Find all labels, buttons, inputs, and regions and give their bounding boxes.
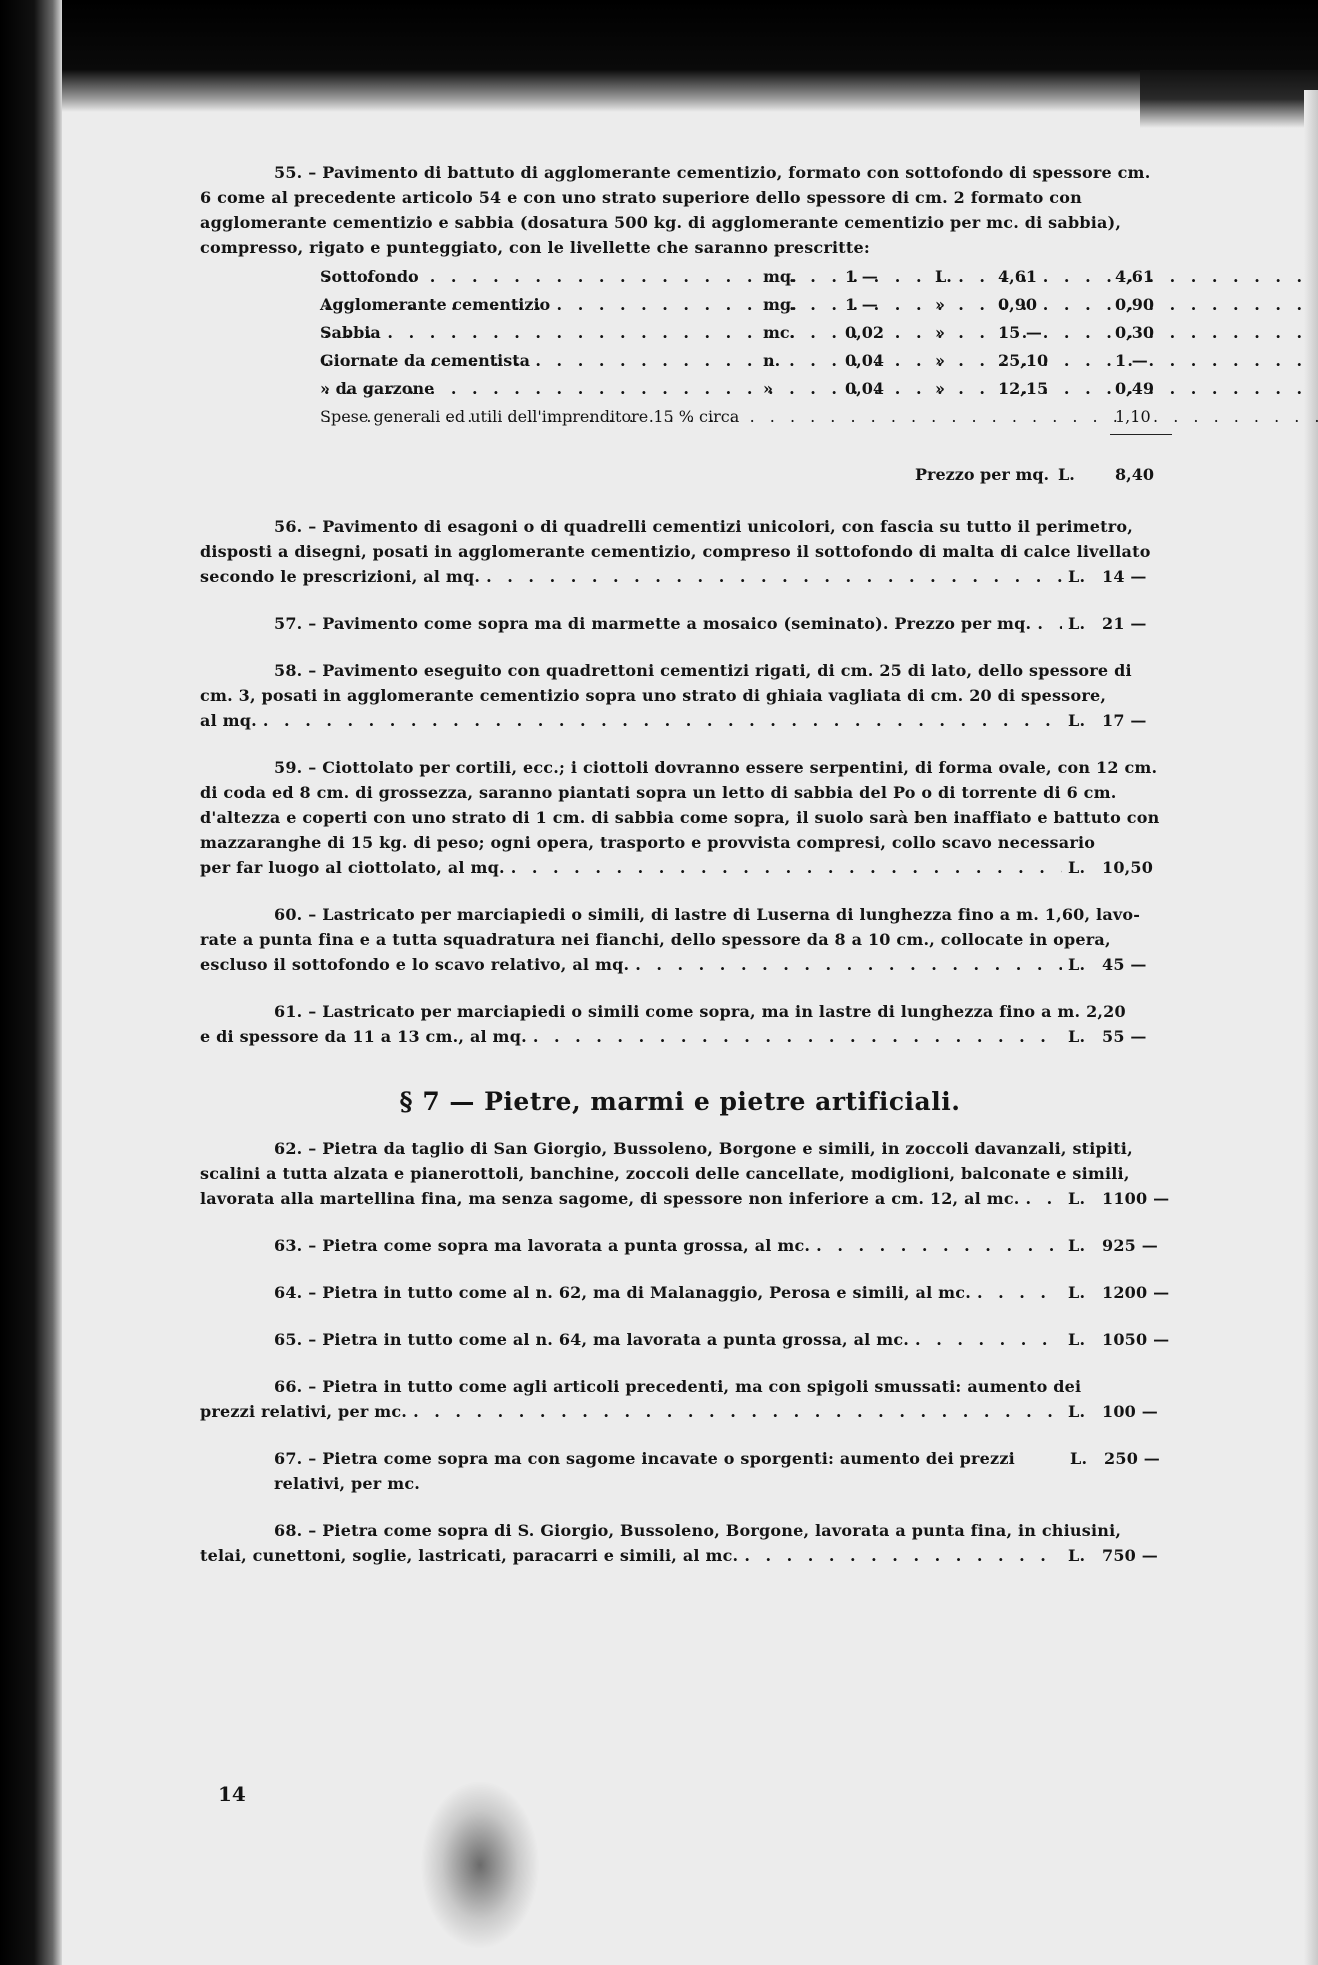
breakdown-cur: » — [935, 379, 945, 398]
entry-line: d'altezza e coperti con uno strato di 1 cm. di sabbia come sopra, il suolo sarà ben inaffiato e battuto — [200, 808, 1121, 827]
breakdown-rate: 12,15 — [998, 379, 1049, 398]
price-value: 1100 — — [1102, 1189, 1170, 1208]
price-value: 45 — — [1102, 955, 1147, 974]
entry-last-line — [200, 952, 1160, 977]
entry-line: Pietra in tutto come al n. 64, ma lavorata a punta grossa, al mc. — [322, 1330, 910, 1349]
entry-60 — [200, 902, 1160, 977]
breakdown-unit: mq. — [763, 267, 797, 286]
entry-line-wrap: 63. – Pietra come sopra ma lavorata a punta grossa, al mc. — [274, 1236, 811, 1255]
entry-line: di cm. 3, posati in agglomerante cementizio sopra uno strato di ghiaia vagliata di cm. 20 di spessore, — [200, 661, 1132, 705]
entry-text — [200, 1374, 1160, 1424]
price-value: 21 — — [1102, 614, 1147, 633]
entry-text — [200, 1280, 1170, 1305]
breakdown-amount: 1 — — [1115, 351, 1148, 370]
breakdown-label: Sottofondo — [320, 267, 419, 286]
leader-dots — [324, 376, 1318, 401]
entry-last-line — [200, 564, 1160, 589]
leader-dots — [511, 855, 1062, 880]
entry-first-line: 56. – Pavimento di esagoni o di quadrelli cementizi unicolori, con fascia su tutto il perimetro, disposti a disegni, posati in agglomerante cementizio, compreso il sottofondo di malta di calce livellato — [200, 517, 1151, 561]
price-value: 925 — — [1102, 1236, 1158, 1255]
price-currency: L. — [1070, 1449, 1088, 1468]
entry-text — [200, 999, 1160, 1049]
price — [1068, 564, 1160, 589]
breakdown-qty: 0,04 — [845, 379, 884, 398]
leader-dots — [486, 564, 1062, 589]
entry-55-text: 55. – Pavimento di battuto di agglomerante cementizio, formato con sottofondo di spessore cm. 6 come al precedente articolo 54 e con uno strato superiore dello spessore di cm. 2 formato con agglomerante cementizio e sabbia (dosatura 500 kg. di agglomerante cementizio per mc. di sabbia), compresso, rigato e punteggiato, con le livellette che saranno prescritte: — [200, 163, 1151, 257]
breakdown-unit: mc. — [763, 323, 796, 342]
entry-single-line — [200, 1327, 1170, 1352]
entry-61 — [200, 999, 1160, 1049]
price-value: 250 — — [1104, 1449, 1160, 1468]
breakdown-cur: » — [935, 351, 945, 370]
entry-line-wrap: 67. – Pietra come sopra ma con sagome incavate o sporgenti: aumento dei prezzi relativi, per mc. — [274, 1449, 1015, 1493]
page-number: 14 — [218, 1782, 246, 1806]
leader-dots — [413, 1399, 1062, 1424]
price-currency: L. — [1068, 858, 1086, 877]
breakdown-qty: 0,04 — [845, 351, 884, 370]
entry-line: con mazzaranghe di 15 kg. di peso; ogni opera, trasporto e provvista compresi, collo scavo necessario — [200, 808, 1160, 852]
entry-text — [200, 755, 1160, 880]
leader-dots — [977, 1280, 1062, 1305]
overhead-amount: 1,10 — [1115, 407, 1151, 426]
breakdown-unit: » — [763, 379, 773, 398]
price — [1068, 855, 1160, 880]
entry-first-line: 58. – Pavimento eseguito con quadrettoni cementizi rigati, di cm. 25 di lato, dello spessore di cm. 3, posati in agglomerante cementizio sopra uno strato di ghiaia vagliata di cm. 20 di spessore, — [200, 661, 1132, 705]
entry-number: 63. — [274, 1236, 303, 1255]
entry-single-line — [200, 611, 1160, 636]
entry-55 — [200, 160, 1160, 492]
entry-number: 58. — [274, 661, 303, 680]
entry-number: 67. — [274, 1449, 303, 1468]
breakdown-cur: L. — [935, 267, 952, 286]
entry-line: le livellette che saranno prescritte: — [547, 238, 870, 257]
entry-63 — [200, 1233, 1160, 1258]
entry-number: 64. — [274, 1283, 303, 1302]
entry-line: di coda ed 8 cm. di grossezza, saranno piantati sopra un letto di sabbia del Po o di torrente di 6 cm. — [200, 783, 1117, 802]
price — [1068, 1543, 1160, 1568]
entry-number: 55. — [274, 163, 303, 182]
price-value: 750 — — [1102, 1546, 1158, 1565]
entry-line: disposti a disegni, posati in agglomerante cementizio, compreso il sottofondo di malta di calce livellato — [200, 542, 1151, 561]
breakdown-cur: » — [935, 323, 945, 342]
entry-line-wrap: 57. – Pavimento come sopra ma di marmette a mosaico (seminato). Prezzo per mq. — [274, 614, 1032, 633]
price — [1070, 1446, 1160, 1471]
leader-dots — [816, 1233, 1062, 1258]
entry-line: Pietra come sopra ma con sagome incavate o sporgenti: aumento dei prezzi relativi, per mc. — [274, 1449, 1015, 1493]
entry-last-line — [200, 1399, 1160, 1424]
breakdown-row — [200, 348, 1160, 376]
entry-text — [200, 1327, 1170, 1352]
price — [1068, 952, 1160, 977]
section-title: § 7 — Pietre, marmi e pietre artificiali. — [399, 1087, 961, 1116]
entry-line: Pavimento di esagoni o di quadrelli cementizi unicolori, con fascia su tutto il perimetro, — [322, 517, 1133, 536]
breakdown-qty: 1 — — [845, 267, 878, 286]
entry-67 — [200, 1446, 1160, 1496]
breakdown-row — [200, 292, 1160, 320]
entry-text — [200, 902, 1160, 977]
entry-number: 56. — [274, 517, 303, 536]
breakdown-qty: 0,02 — [845, 323, 884, 342]
leader-dots — [915, 1327, 1062, 1352]
leader-dots — [324, 348, 1318, 373]
entry-last-line — [200, 1186, 1170, 1211]
price — [1068, 1399, 1160, 1424]
entry-line: Pavimento eseguito con quadrettoni cementizi rigati, di cm. 25 di lato, dello spessore — [322, 661, 1109, 680]
price-value: 17 — — [1102, 711, 1147, 730]
total-label: Prezzo per mq. — [915, 465, 1050, 484]
price — [1068, 1327, 1170, 1352]
price — [1068, 1024, 1160, 1049]
price-value: 14 — — [1102, 567, 1147, 586]
entry-first-line: 59. – Ciottolato per cortili, ecc.; i ciottoli dovranno essere serpentini, di forma ovale, con 12 cm. di coda ed 8 cm. di grossezza, saranno piantati sopra un letto di sabbia del Po o di torrente di 6 cm. d'altezza e coperti con uno strato di 1 cm. di sabbia come sopra, il suolo sarà ben inaffiato e battuto con mazzaranghe di 15 kg. di peso; ogni opera, trasporto e provvista compresi, collo scavo necessario — [200, 758, 1160, 852]
entry-line: Pietra in tutto come al n. 62, ma di Malanaggio, Perosa e simili, al mc. — [322, 1283, 971, 1302]
price-value: 1050 — — [1102, 1330, 1170, 1349]
price-currency: L. — [1068, 1330, 1086, 1349]
breakdown-unit: n. — [763, 351, 781, 370]
entry-single-line — [200, 1446, 1160, 1496]
cost-breakdown-table — [200, 264, 1160, 404]
breakdown-amount: 4,61 — [1115, 267, 1154, 286]
breakdown-row — [200, 320, 1160, 348]
entry-64 — [200, 1280, 1170, 1305]
entries-group-pavimenti — [200, 514, 1160, 1049]
entry-59 — [200, 755, 1160, 880]
price-currency: L. — [1068, 711, 1086, 730]
leader-dots — [263, 708, 1062, 733]
breakdown-cur: » — [935, 295, 945, 314]
entry-line: secondo le prescrizioni, al mq. — [200, 567, 481, 586]
overhead-label: Spese generali ed utili dell'imprenditore 15 % circa — [320, 407, 740, 426]
leader-dots — [1037, 611, 1062, 636]
entry-single-line — [200, 1233, 1160, 1258]
entry-line: Pietra in tutto come agli articoli precedenti, ma con spigoli smussati: aumento dei — [322, 1377, 1082, 1396]
entry-number: 68. — [274, 1521, 303, 1540]
breakdown-label: Giornate da cementista — [320, 351, 531, 370]
entry-number: 61. — [274, 1002, 303, 1021]
total-currency: L. — [1058, 465, 1075, 484]
breakdown-amount: 0,90 — [1115, 295, 1154, 314]
entry-line: lavorata alla martellina fina, ma senza sagome, di spessore non inferiore a cm. 12, al mc. — [200, 1189, 1020, 1208]
entry-line: Lastricato per marciapiedi o simili, di lastre di Luserna di lunghezza fino a m. 1,60, lavo- — [322, 905, 1141, 924]
leader-dots — [635, 952, 1062, 977]
leader-dots — [326, 404, 1318, 429]
price — [1068, 1186, 1170, 1211]
entry-56 — [200, 514, 1160, 589]
sum-rule — [1110, 434, 1172, 435]
breakdown-rate: 15 — — [998, 323, 1042, 342]
price-value: 100 — — [1102, 1402, 1158, 1421]
leader-dots — [324, 292, 1318, 317]
entry-text — [200, 514, 1160, 589]
breakdown-rate: 4,61 — [998, 267, 1037, 286]
entry-number: 59. — [274, 758, 303, 777]
leader-dots — [1026, 1186, 1062, 1211]
entry-first-line: 61. – Lastricato per marciapiedi o simili come sopra, ma in lastre di lunghezza fino a m. 2,20 — [274, 1002, 1126, 1021]
breakdown-row — [200, 264, 1160, 292]
entry-text — [200, 658, 1160, 733]
entry-line-wrap: 64. – Pietra in tutto come al n. 62, ma di Malanaggio, Perosa e simili, al mc. — [274, 1283, 971, 1302]
price-value: 10,50 — [1102, 858, 1154, 877]
breakdown-label: » da garzone — [320, 379, 435, 398]
entry-text — [200, 1136, 1170, 1211]
breakdown-label: Sabbia — [320, 323, 381, 342]
entry-first-line: 62. – Pietra da taglio di San Giorgio, Bussoleno, Borgone e simili, in zoccoli davanzali, stipiti, scalini a tutta alzata e pianerottoli, banchine, zoccoli delle cancellate, modiglioni, balconate e simili, — [200, 1139, 1133, 1183]
entry-68 — [200, 1518, 1160, 1568]
entry-first-line: 68. – Pietra come sopra di S. Giorgio, Bussoleno, Borgone, lavorata a punta fina, in chiusini, — [274, 1521, 1122, 1540]
breakdown-rate: 0,90 — [998, 295, 1037, 314]
entry-line: e di spessore da 11 a 13 cm., al mq. — [200, 1027, 527, 1046]
leader-dots — [324, 320, 1318, 345]
entry-text — [200, 1446, 1160, 1496]
entry-last-line — [200, 708, 1160, 733]
entry-line: per far luogo al ciottolato, al mq. — [200, 858, 505, 877]
price-currency: L. — [1068, 1546, 1086, 1565]
entry-line: al mq. — [200, 711, 257, 730]
leader-dots — [533, 1024, 1062, 1049]
price — [1068, 1280, 1170, 1305]
price — [1068, 611, 1160, 636]
breakdown-row — [200, 376, 1160, 404]
entry-line: escluso il sottofondo e lo scavo relativo, al mq. — [200, 955, 630, 974]
entry-line: scalini a tutta alzata e pianerottoli, banchine, zoccoli delle cancellate, modiglioni, balconate e simili, — [200, 1164, 1130, 1183]
entry-single-line — [200, 1280, 1170, 1305]
entry-number: 57. — [274, 614, 303, 633]
scan-shadow-left — [0, 0, 62, 1965]
price-currency: L. — [1068, 1189, 1086, 1208]
entry-first-line: 66. – Pietra in tutto come agli articoli precedenti, ma con spigoli smussati: aumento dei — [274, 1377, 1082, 1396]
entry-last-line — [200, 1024, 1160, 1049]
entries-group-pietre — [200, 1136, 1170, 1568]
entry-line: e sabbia (dosatura 500 kg. di agglomerante cementizio per mc. di sabbia), compresso, rigato e punteggiato, con — [200, 213, 1122, 257]
entry-line: Pavimento di battuto di agglomerante cementizio, formato con sottofondo di spessore cm. 6 come — [200, 163, 1151, 207]
entry-57 — [200, 611, 1160, 636]
entry-line-wrap: 65. – Pietra in tutto come al n. 64, ma lavorata a punta grossa, al mc. — [274, 1330, 910, 1349]
entry-number: 60. — [274, 905, 303, 924]
entry-number: 62. — [274, 1139, 303, 1158]
breakdown-rate: 25,10 — [998, 351, 1049, 370]
entry-first-line: 60. – Lastricato per marciapiedi o simili, di lastre di Luserna di lunghezza fino a m. 1,60, lavo- rate a punta fina e a tutta squadratura nei fianchi, dello spessore da 8 a 10 cm., collocate in opera, — [200, 905, 1141, 949]
entry-66 — [200, 1374, 1160, 1424]
entry-number: 66. — [274, 1377, 303, 1396]
price — [1068, 708, 1160, 733]
overhead-row — [200, 404, 1160, 434]
entry-text — [200, 611, 1160, 636]
price-currency: L. — [1068, 614, 1086, 633]
entry-text — [200, 1518, 1160, 1568]
entry-line: rate a punta fina e a tutta squadratura nei fianchi, dello spessore da 8 a 10 cm., collocate in opera, — [200, 930, 1111, 949]
entry-65 — [200, 1327, 1170, 1352]
price — [1068, 1233, 1160, 1258]
price-currency: L. — [1068, 955, 1086, 974]
total-row — [200, 462, 1160, 492]
breakdown-label: Agglomerante cementizio — [320, 295, 551, 314]
entry-62 — [200, 1136, 1170, 1211]
price-currency: L. — [1068, 1402, 1086, 1421]
price-currency: L. — [1068, 1027, 1086, 1046]
entry-58 — [200, 658, 1160, 733]
entry-line: prezzi relativi, per mc. — [200, 1402, 408, 1421]
leader-dots — [324, 264, 1318, 289]
price-currency: L. — [1068, 1236, 1086, 1255]
entry-line: Pietra da taglio di San Giorgio, Bussoleno, Borgone e simili, in zoccoli davanzali, stipiti, — [322, 1139, 1133, 1158]
breakdown-amount: 0,30 — [1115, 323, 1154, 342]
entry-line: al precedente articolo 54 e con uno strato superiore dello spessore di cm. 2 formato con agglomerante cementizio — [200, 188, 1082, 232]
price-currency: L. — [1068, 567, 1086, 586]
total-amount: 8,40 — [1115, 465, 1154, 484]
breakdown-amount: 0,49 — [1115, 379, 1154, 398]
price-value: 1200 — — [1102, 1283, 1170, 1302]
entry-last-line — [200, 855, 1160, 880]
price-value: 55 — — [1102, 1027, 1147, 1046]
entry-line: telai, cunettoni, soglie, lastricati, paracarri e simili, al mc. — [200, 1546, 739, 1565]
scan-smudge — [420, 1780, 540, 1950]
breakdown-qty: 1 — — [845, 295, 878, 314]
entry-line: Pietra come sopra ma lavorata a punta grossa, al mc. — [322, 1236, 811, 1255]
leader-dots — [744, 1543, 1062, 1568]
entry-line: Lastricato per marciapiedi o simili come sopra, ma in lastre di lunghezza fino a m. 2,20 — [322, 1002, 1126, 1021]
entry-line: Pietra come sopra di S. Giorgio, Bussoleno, Borgone, lavorata a punta fina, in chiusini, — [322, 1521, 1122, 1540]
entry-text — [200, 1233, 1160, 1258]
entry-number: 65. — [274, 1330, 303, 1349]
breakdown-unit: mg. — [763, 295, 797, 314]
entry-line: Ciottolato per cortili, ecc.; i ciottoli dovranno essere serpentini, di forma ovale, con 12 cm. — [322, 758, 1158, 777]
entry-last-line — [200, 1543, 1160, 1568]
scan-shadow-corner — [1140, 70, 1318, 128]
entry-line: Pavimento come sopra ma di marmette a mosaico (seminato). Prezzo per mq. — [322, 614, 1032, 633]
price-currency: L. — [1068, 1283, 1086, 1302]
document-page — [200, 160, 1170, 1568]
scan-shadow-top — [0, 0, 1318, 112]
